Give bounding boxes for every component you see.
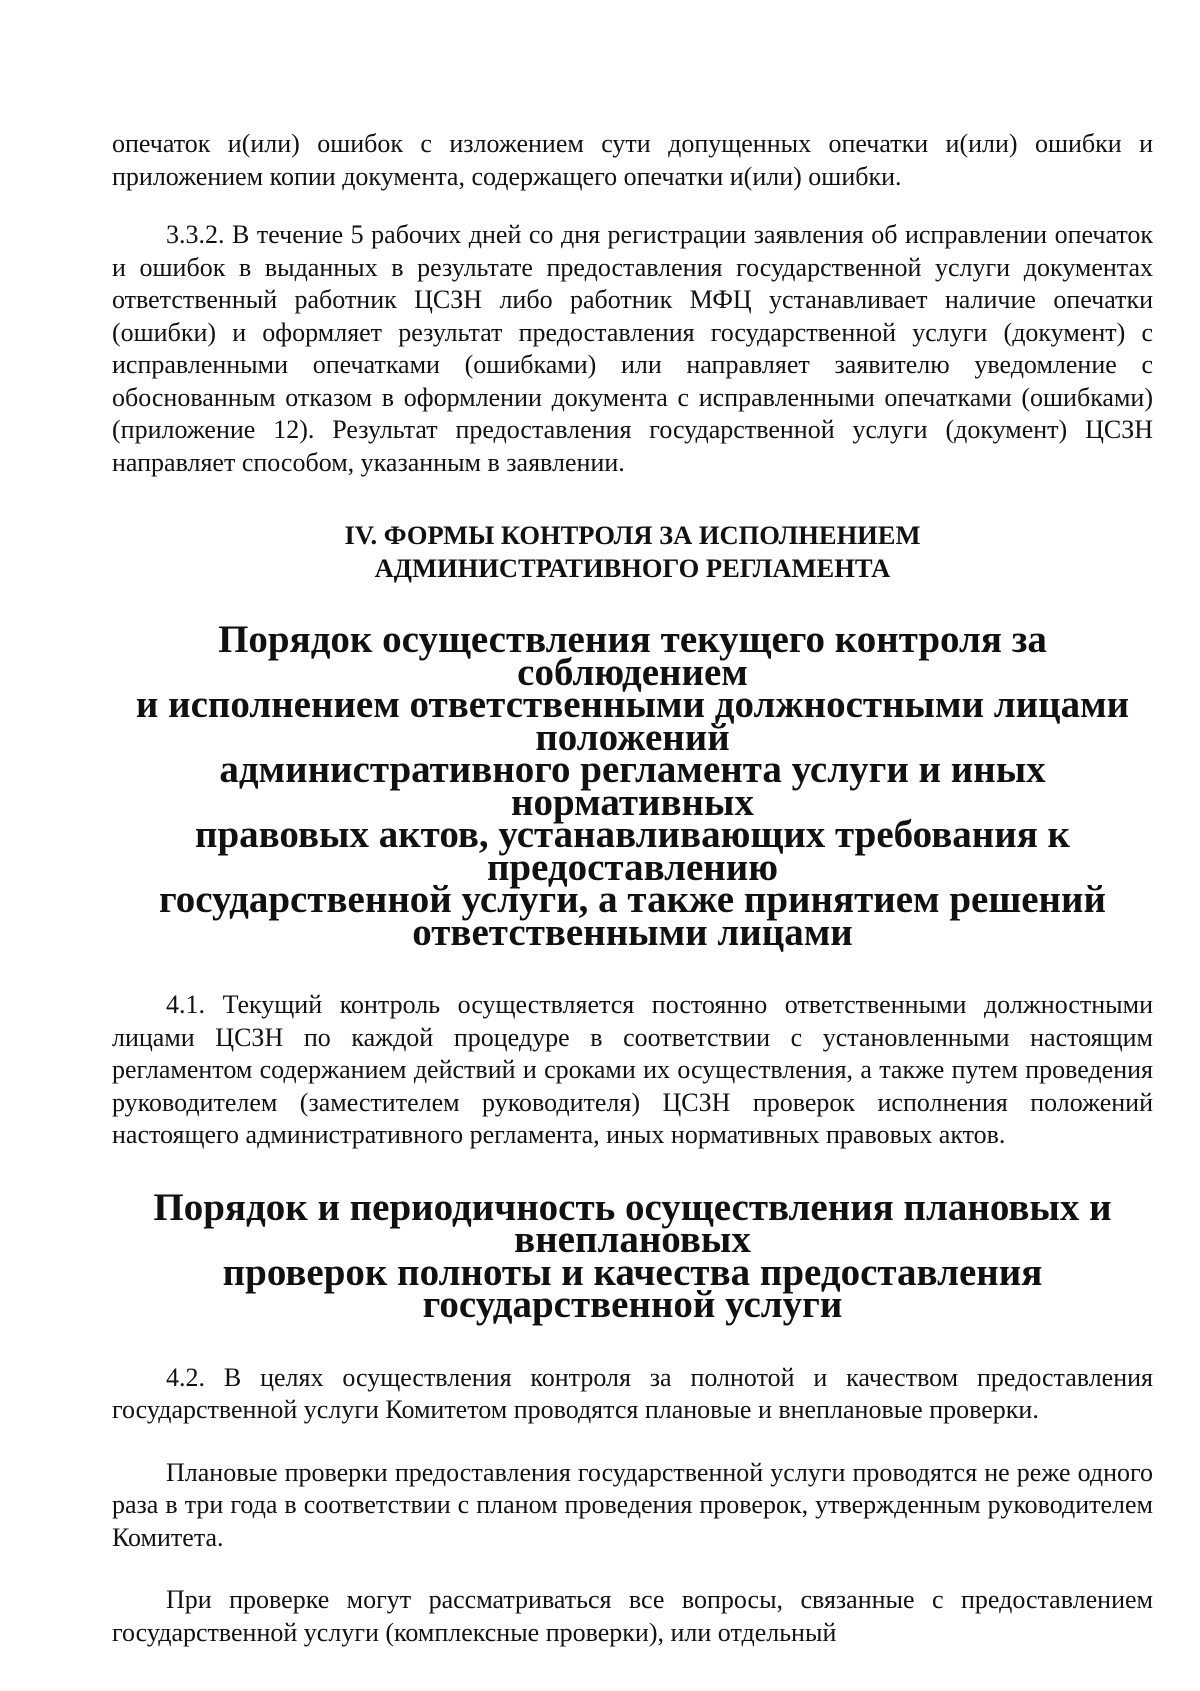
paragraph-4-2: 4.2. В целях осуществления контроля за полнотой и качеством предоставления государственной услуги Комитетом проводятся плановые и внеплановые проверки. [112,1362,1153,1424]
heading-line: государственной услуги, а также принятием решений [159,878,1106,921]
heading-line: проверок полноты и качества предоставления [222,1250,1043,1294]
paragraph-continuation [112,128,1153,193]
paragraph-inspection-scope: При проверке могут рассматриваться все вопросы, связанные с предоставлением государственной услуги (комплексные проверки), или отдельный [112,1585,1153,1647]
heading-line: Порядок и периодичность осуществления плановых и внеплановых [153,1185,1112,1261]
heading-line: и исполнением ответственными должностными лицами положений [135,683,1130,759]
section-heading-current-control [112,618,1153,954]
heading-line: правовых актов, устанавливающих требования к предоставлению [194,813,1071,889]
text-line: приложением копии документа, содержащего опечатки и(или) ошибки. [112,161,902,191]
paragraph-planned-inspections: Плановые проверки предоставления государственной услуги проводятся не реже одного раза в три года в соответствии с планом проведения проверок, утвержденным руководителем Комитета. [112,1457,1153,1552]
section-heading-inspections [112,1185,1153,1326]
paragraph-4-1: 4.1. Текущий контроль осуществляется постоянно ответственными должностными лицами ЦСЗН по каждой процедуре в соответствии с установленными настоящим регламентом содержанием действий и сроками их осуществления, а также путем проведения руководителем (заместителем руководителя) ЦСЗН проверок исполнения положений настоящего административного регламента, иных нормативных правовых актов. [112,990,1153,1149]
heading-line: административного регламента услуги и иных нормативных [219,748,1046,824]
heading-line: IV. ФОРМЫ КОНТРОЛЯ ЗА ИСПОЛНЕНИЕМ [344,520,921,550]
heading-line: государственной услуги [422,1283,843,1326]
document-page [112,128,1153,1649]
heading-line: ответственными лицами [412,910,853,954]
paragraph-3-3-2: 3.3.2. В течение 5 рабочих дней со дня регистрации заявления об исправлении опечаток и ошибок в выданных в результате предоставления государственной услуги документах ответственный работник ЦСЗН либо работник МФЦ устанавливает наличие опечатки (ошибки) и оформляет результат предоставления государственной услуги (документ) с исправленными опечатками (ошибками) или направляет заявителю уведомление с обоснованным отказом в оформлении документа с исправленными опечатками (ошибками) (приложение 12). Результат предоставления государственной услуги (документ) ЦСЗН направляет способом, указанным в заявлении. [112,220,1153,477]
text-line: опечаток и(или) ошибок с изложением сути допущенных опечатки и(или) ошибки и [112,129,1153,158]
heading-line: Порядок осуществления текущего контроля за соблюдением [218,618,1047,694]
chapter-heading [112,519,1153,584]
heading-line: АДМИНИСТРАТИВНОГО РЕГЛАМЕНТА [374,552,891,583]
